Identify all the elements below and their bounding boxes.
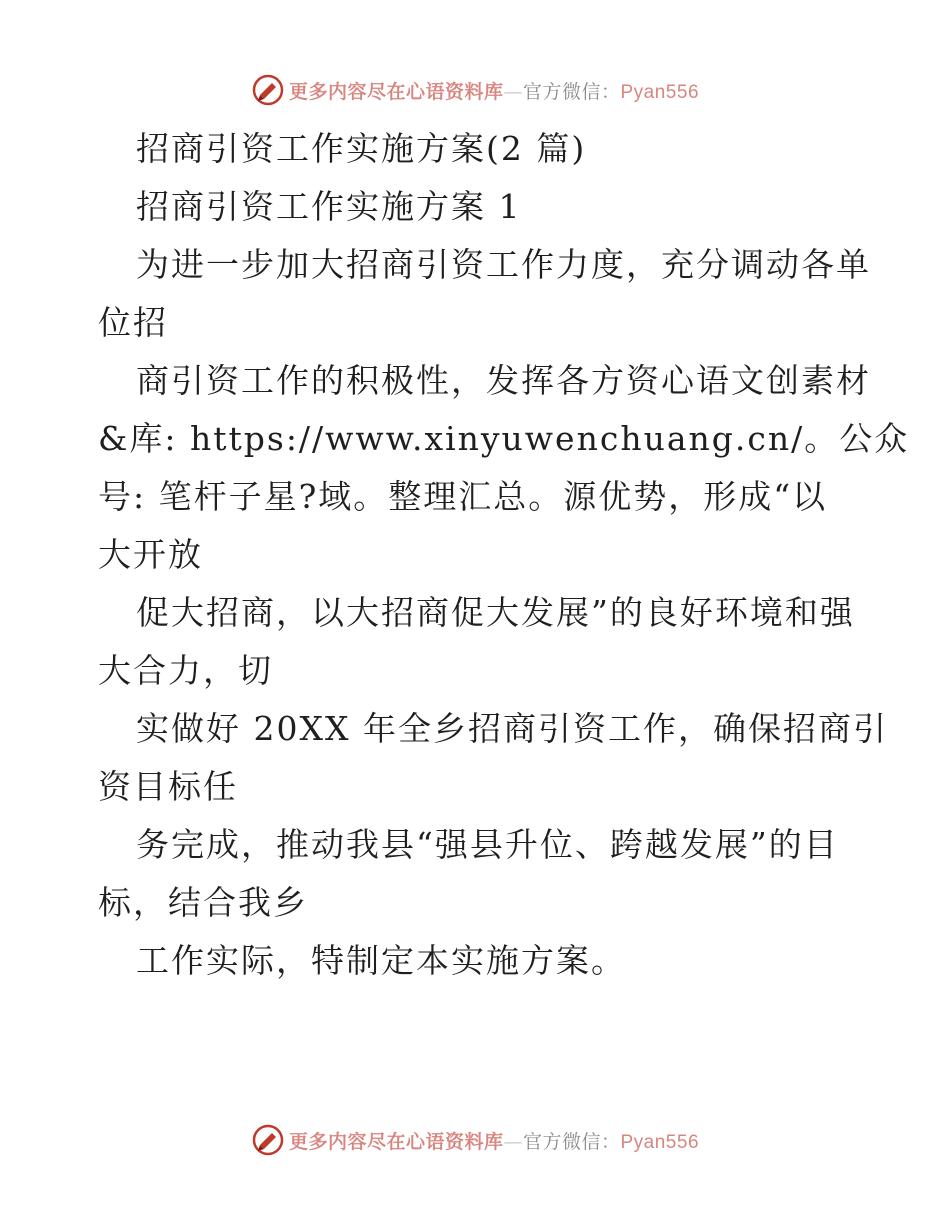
section-heading: 招商引资工作实施方案 1 [136, 187, 522, 226]
paragraph-line: 号: 笔杆子星?域。整理汇总。源优势，形成“以 [98, 477, 828, 516]
writing-hand-logo-icon [251, 73, 285, 107]
header-watermark-banner [0, 70, 950, 110]
document-title: 招商引资工作实施方案(2 篇) [136, 129, 587, 168]
paragraph-line: 工作实际，特制定本实施方案。 [136, 941, 626, 980]
paragraph-line: 大开放 [98, 535, 203, 574]
document-body [98, 120, 910, 990]
paragraph-line: 大合力，切 [98, 651, 273, 690]
footer-watermark-banner [0, 1120, 950, 1160]
banner-separator: — [503, 1130, 523, 1153]
banner-brand-text: 更多内容尽在心语资料库 [288, 80, 504, 103]
writing-hand-logo-icon [251, 1123, 285, 1157]
paragraph-line: &库: https://www.xinyuwenchuang.cn/。公众 [98, 419, 910, 458]
banner-wechat-account: Pyan556 [620, 1131, 700, 1153]
paragraph-line: 为进一步加大招商引资工作力度，充分调动各单 [136, 245, 871, 284]
banner-separator: — [503, 80, 523, 103]
paragraph-line: 务完成，推动我县“强县升位、跨越发展”的目 [136, 825, 839, 864]
banner-wechat-label: 官方微信： [522, 1130, 621, 1153]
paragraph-line: 标，结合我乡 [98, 883, 308, 922]
banner-brand-text: 更多内容尽在心语资料库 [288, 1130, 504, 1153]
paragraph-line: 商引资工作的积极性，发挥各方资心语文创素材 [136, 361, 871, 400]
paragraph-line: 实做好 20XX 年全乡招商引资工作，确保招商引 [136, 709, 888, 748]
banner-wechat-label: 官方微信： [522, 80, 621, 103]
paragraph-line: 资目标任 [98, 767, 238, 806]
paragraph-line: 位招 [98, 303, 168, 342]
paragraph-line: 促大招商，以大招商促大发展”的良好环境和强 [136, 593, 855, 632]
banner-wechat-account: Pyan556 [620, 81, 700, 103]
